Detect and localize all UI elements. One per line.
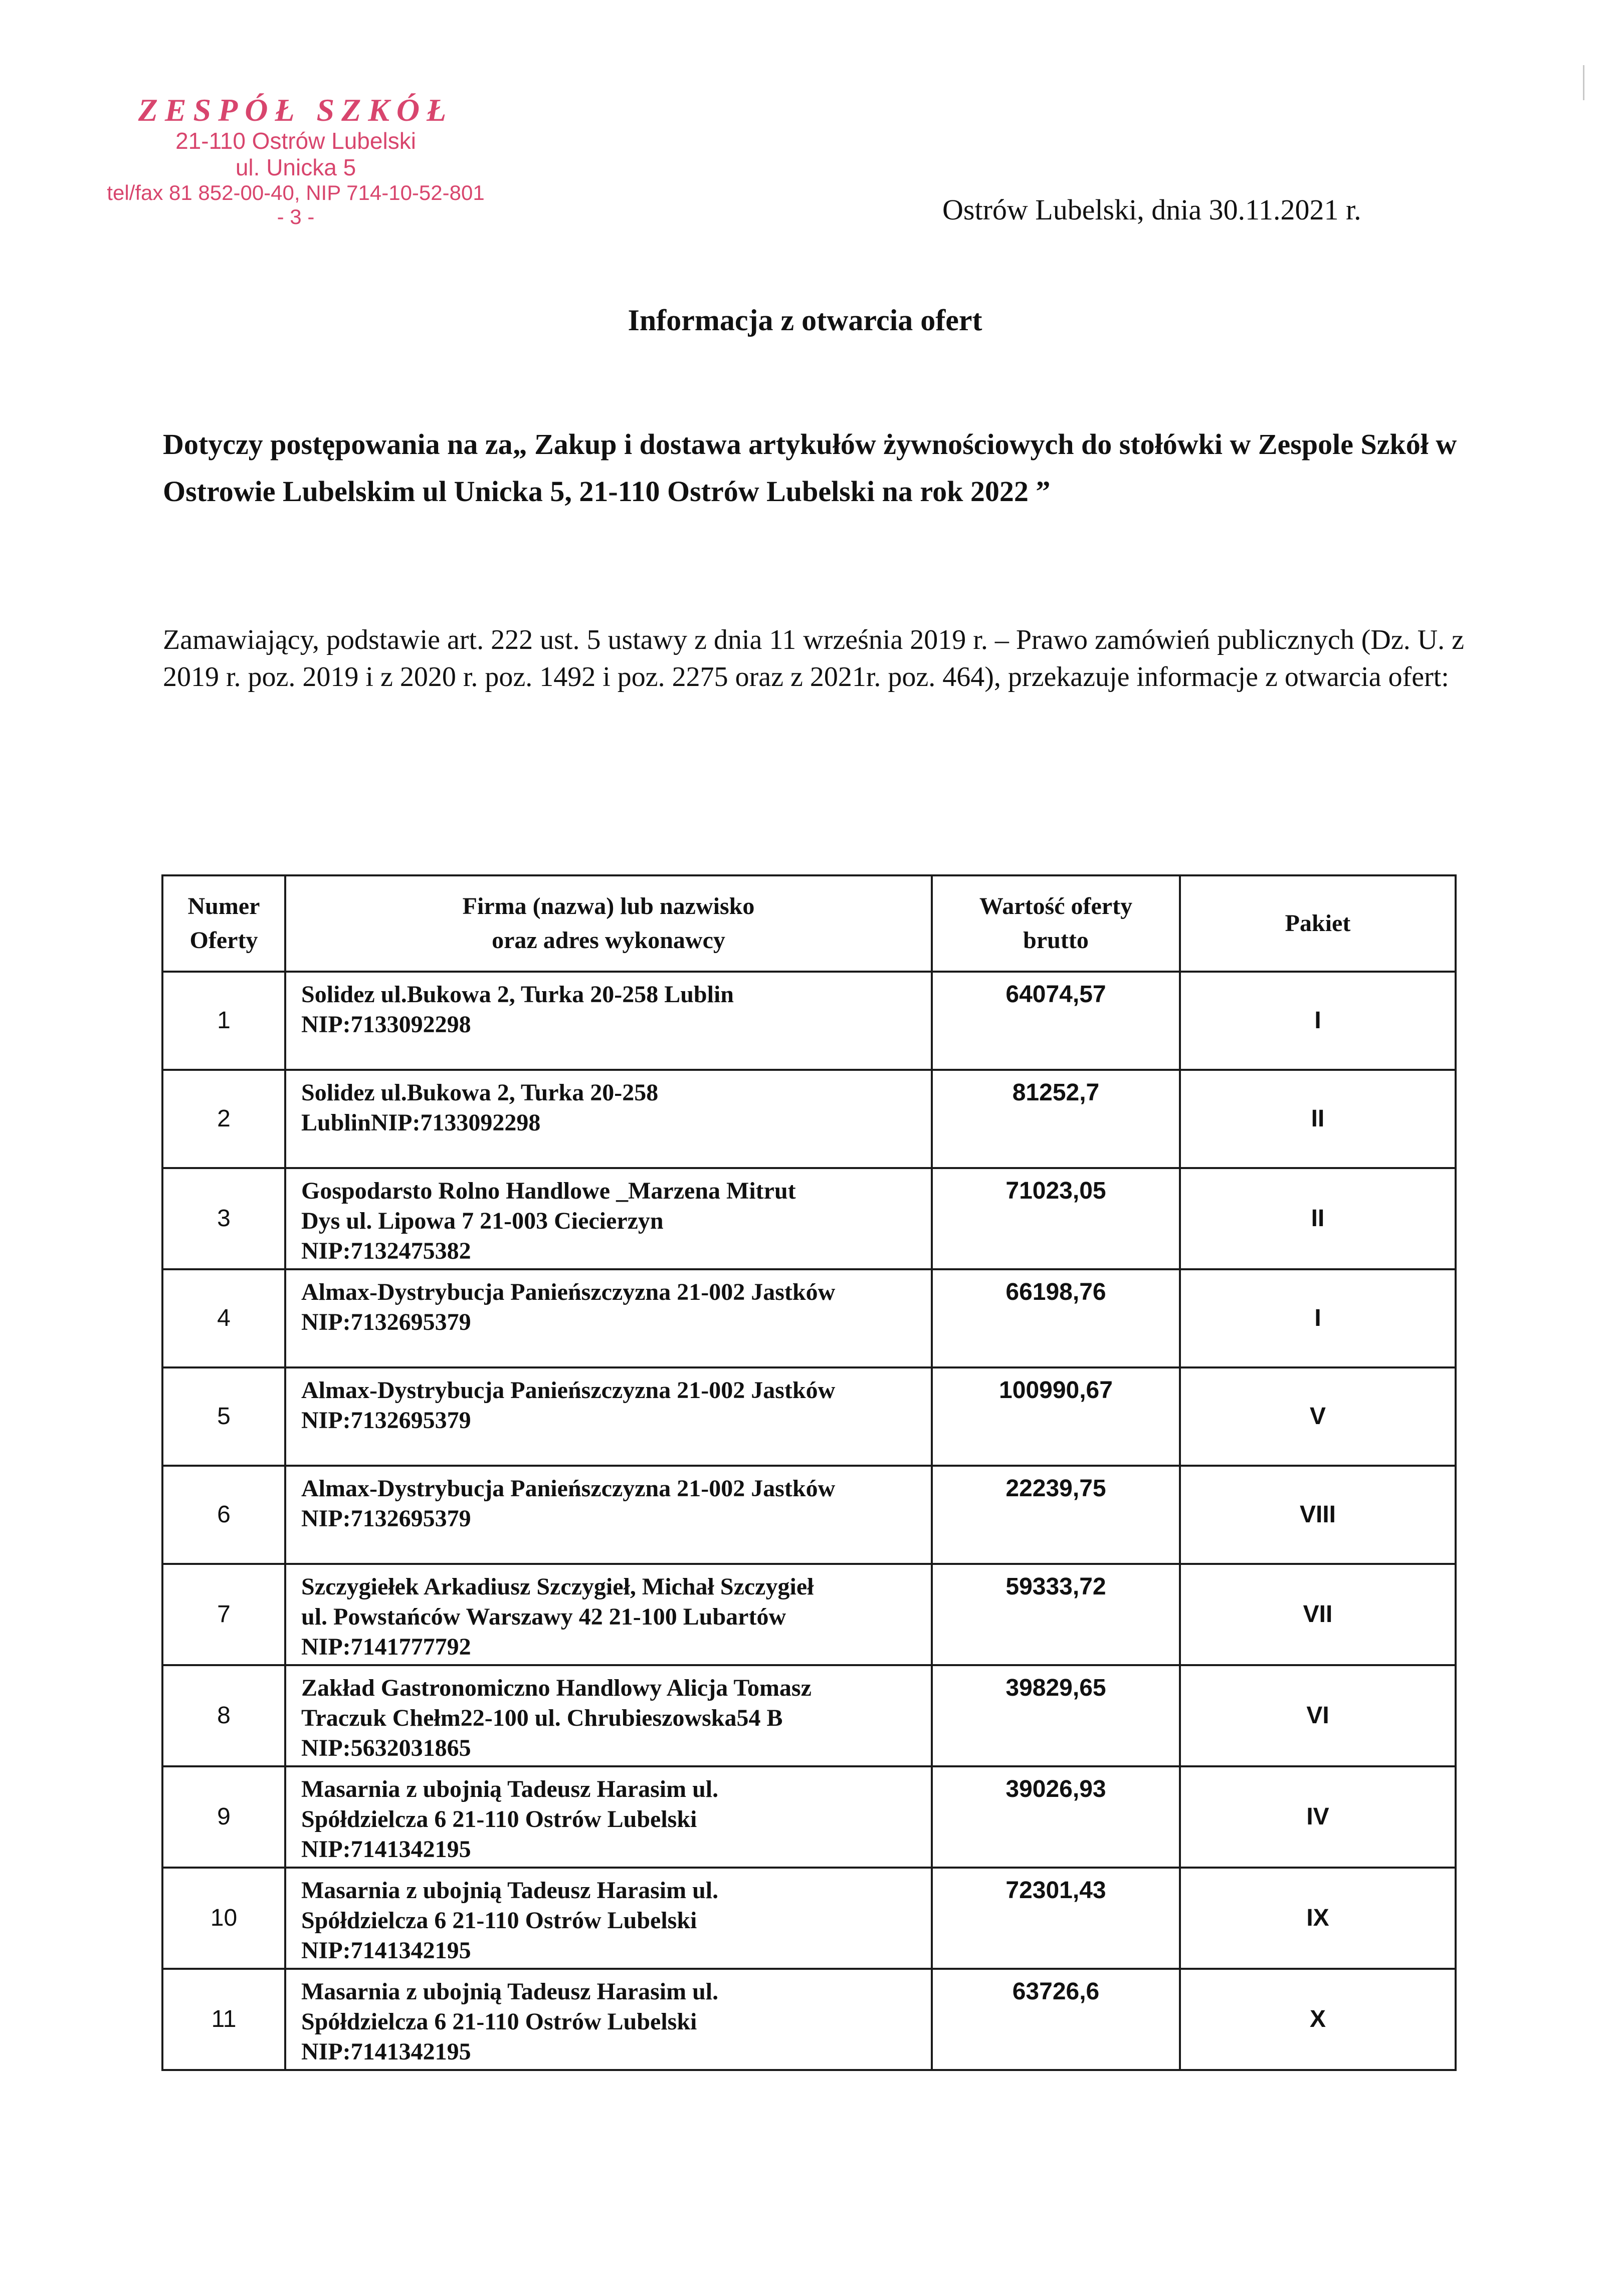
offer-package: I bbox=[1180, 1269, 1456, 1367]
offer-number: 3 bbox=[162, 1168, 285, 1269]
table-row bbox=[162, 1868, 1456, 1969]
offer-firm-line: Traczuk Chełm22-100 ul. Chrubieszowska54 B bbox=[301, 1705, 783, 1731]
offer-firm-line: Dys ul. Lipowa 7 21-003 Ciecierzyn bbox=[301, 1208, 664, 1234]
offer-firm-line: NIP:7141342195 bbox=[301, 1937, 471, 1964]
offer-firm-line: Masarnia z ubojnią Tadeusz Harasim ul. bbox=[301, 1978, 719, 2005]
offer-value: 39026,93 bbox=[932, 1766, 1180, 1868]
offer-value: 22239,75 bbox=[932, 1466, 1180, 1564]
offer-firm bbox=[285, 1269, 932, 1367]
header-value bbox=[932, 875, 1180, 972]
stamp-city: 21-110 Ostrów Lubelski bbox=[175, 128, 416, 154]
header-number: Numer Oferty bbox=[162, 875, 285, 972]
stamp-street: ul. Unicka 5 bbox=[235, 154, 356, 181]
offer-value: 72301,43 bbox=[932, 1868, 1180, 1969]
offer-value: 100990,67 bbox=[932, 1367, 1180, 1466]
offer-number: 8 bbox=[162, 1665, 285, 1766]
offer-firm-line: Spółdzielcza 6 21-110 Ostrów Lubelski bbox=[301, 1806, 697, 1832]
offer-package: II bbox=[1180, 1168, 1456, 1269]
offer-package: IV bbox=[1180, 1766, 1456, 1868]
offer-firm-line: Solidez ul.Bukowa 2, Turka 20-258 Lublin bbox=[301, 981, 734, 1008]
offer-firm-line: Gospodarsto Rolno Handlowe _Marzena Mitrut bbox=[301, 1178, 796, 1204]
offer-firm-line: ul. Powstańców Warszawy 42 21-100 Lubartów bbox=[301, 1603, 786, 1630]
offer-firm bbox=[285, 1168, 932, 1269]
table-header-row bbox=[162, 875, 1456, 972]
table-row bbox=[162, 1367, 1456, 1466]
offer-firm-line: Masarnia z ubojnią Tadeusz Harasim ul. bbox=[301, 1877, 719, 1904]
offer-firm-line: Almax-Dystrybucja Panieńszczyzna 21-002 Jastków bbox=[301, 1377, 836, 1404]
document-title: Informacja z otwarcia ofert bbox=[628, 304, 982, 337]
offer-firm-line: Szczygiełek Arkadiusz Szczygieł, Michał Szczygieł bbox=[301, 1573, 814, 1600]
header-firm-line1: Firma (nazwa) lub nazwisko bbox=[462, 893, 755, 920]
stamp-phone: tel/fax 81 852-00-40, NIP 714-10-52-801 bbox=[107, 181, 485, 205]
offer-number: 1 bbox=[162, 972, 285, 1070]
offer-firm-line: LublinNIP:7133092298 bbox=[301, 1109, 541, 1136]
offer-firm-line: Almax-Dystrybucja Panieńszczyzna 21-002 Jastków bbox=[301, 1279, 836, 1305]
offer-firm-line: Solidez ul.Bukowa 2, Turka 20-258 bbox=[301, 1079, 659, 1106]
offer-number: 11 bbox=[162, 1969, 285, 2070]
table-row bbox=[162, 1168, 1456, 1269]
offer-number: 7 bbox=[162, 1564, 285, 1665]
offer-number: 10 bbox=[162, 1868, 285, 1969]
offer-number: 6 bbox=[162, 1466, 285, 1564]
offer-firm bbox=[285, 1564, 932, 1665]
school-stamp bbox=[100, 93, 491, 229]
offer-firm bbox=[285, 972, 932, 1070]
table-row bbox=[162, 972, 1456, 1070]
table-row bbox=[162, 1269, 1456, 1367]
header-value-line2: brutto bbox=[1023, 927, 1089, 954]
offer-firm-line: NIP:5632031865 bbox=[301, 1735, 471, 1761]
offer-firm-line: NIP:7132695379 bbox=[301, 1407, 471, 1434]
document-date: Ostrów Lubelski, dnia 30.11.2021 r. bbox=[942, 193, 1361, 226]
offer-value: 66198,76 bbox=[932, 1269, 1180, 1367]
offer-package: V bbox=[1180, 1367, 1456, 1466]
offer-firm-line: Almax-Dystrybucja Panieńszczyzna 21-002 Jastków bbox=[301, 1475, 836, 1502]
offer-value: 64074,57 bbox=[932, 972, 1180, 1070]
offer-value: 63726,6 bbox=[932, 1969, 1180, 2070]
offer-firm-line: NIP:7132695379 bbox=[301, 1309, 471, 1335]
intro-paragraph: Zamawiający, podstawie art. 222 ust. 5 ustawy z dnia 11 września 2019 r. – Prawo zamówień publicznych (Dz. U. z 2019 r. poz. 2019 i z 2020 r. poz. 1492 i poz. 2275 oraz z 2021r. poz. 464), przekazuje informacje z otwarcia ofert: bbox=[163, 624, 1464, 693]
offer-package: II bbox=[1180, 1070, 1456, 1168]
table-row bbox=[162, 1466, 1456, 1564]
stamp-code: - 3 - bbox=[277, 205, 315, 229]
offer-number: 2 bbox=[162, 1070, 285, 1168]
offer-value: 81252,7 bbox=[932, 1070, 1180, 1168]
offer-value: 39829,65 bbox=[932, 1665, 1180, 1766]
offer-firm bbox=[285, 1766, 932, 1868]
table-row bbox=[162, 1766, 1456, 1868]
header-package: Pakiet bbox=[1180, 875, 1456, 972]
offer-number: 5 bbox=[162, 1367, 285, 1466]
offer-firm bbox=[285, 1665, 932, 1766]
offer-firm-line: Masarnia z ubojnią Tadeusz Harasim ul. bbox=[301, 1776, 719, 1802]
offer-firm bbox=[285, 1466, 932, 1564]
offer-firm-line: NIP:7132475382 bbox=[301, 1238, 471, 1264]
offer-package: I bbox=[1180, 972, 1456, 1070]
offer-value: 71023,05 bbox=[932, 1168, 1180, 1269]
offer-firm-line: NIP:7141342195 bbox=[301, 2038, 471, 2065]
offer-package: X bbox=[1180, 1969, 1456, 2070]
offer-package: VIII bbox=[1180, 1466, 1456, 1564]
offer-firm-line: NIP:7133092298 bbox=[301, 1011, 471, 1038]
offer-firm bbox=[285, 1969, 932, 2070]
offer-firm-line: Zakład Gastronomiczno Handlowy Alicja Tomasz bbox=[301, 1675, 812, 1701]
offer-firm-line: NIP:7132695379 bbox=[301, 1505, 471, 1532]
offer-firm-line: Spółdzielcza 6 21-110 Ostrów Lubelski bbox=[301, 2008, 697, 2035]
table-row bbox=[162, 1564, 1456, 1665]
offer-package: VII bbox=[1180, 1564, 1456, 1665]
table-row bbox=[162, 1665, 1456, 1766]
offer-firm bbox=[285, 1868, 932, 1969]
header-firm bbox=[285, 875, 932, 972]
offer-number: 9 bbox=[162, 1766, 285, 1868]
scan-mark bbox=[1583, 65, 1584, 100]
offer-firm-line: NIP:7141342195 bbox=[301, 1836, 471, 1863]
document-subject: Dotyczy postępowania na za„ Zakup i dostawa artykułów żywnościowych do stołówki w Zespole Szkół w Ostrowie Lubelskim ul Unicka 5, 21-110 Ostrów Lubelski na rok 2022 ” bbox=[163, 428, 1457, 508]
offer-firm bbox=[285, 1367, 932, 1466]
table-row bbox=[162, 1969, 1456, 2070]
offer-firm-line: Spółdzielcza 6 21-110 Ostrów Lubelski bbox=[301, 1907, 697, 1934]
offers-table bbox=[161, 874, 1457, 2071]
offer-value: 59333,72 bbox=[932, 1564, 1180, 1665]
table-row bbox=[162, 1070, 1456, 1168]
header-value-line1: Wartość oferty bbox=[979, 893, 1133, 920]
offer-number: 4 bbox=[162, 1269, 285, 1367]
stamp-name: ZESPÓŁ SZKÓŁ bbox=[138, 92, 454, 128]
offer-package: IX bbox=[1180, 1868, 1456, 1969]
header-firm-line2: oraz adres wykonawcy bbox=[492, 927, 725, 954]
offer-package: VI bbox=[1180, 1665, 1456, 1766]
offer-firm-line: NIP:7141777792 bbox=[301, 1634, 471, 1660]
offer-firm bbox=[285, 1070, 932, 1168]
